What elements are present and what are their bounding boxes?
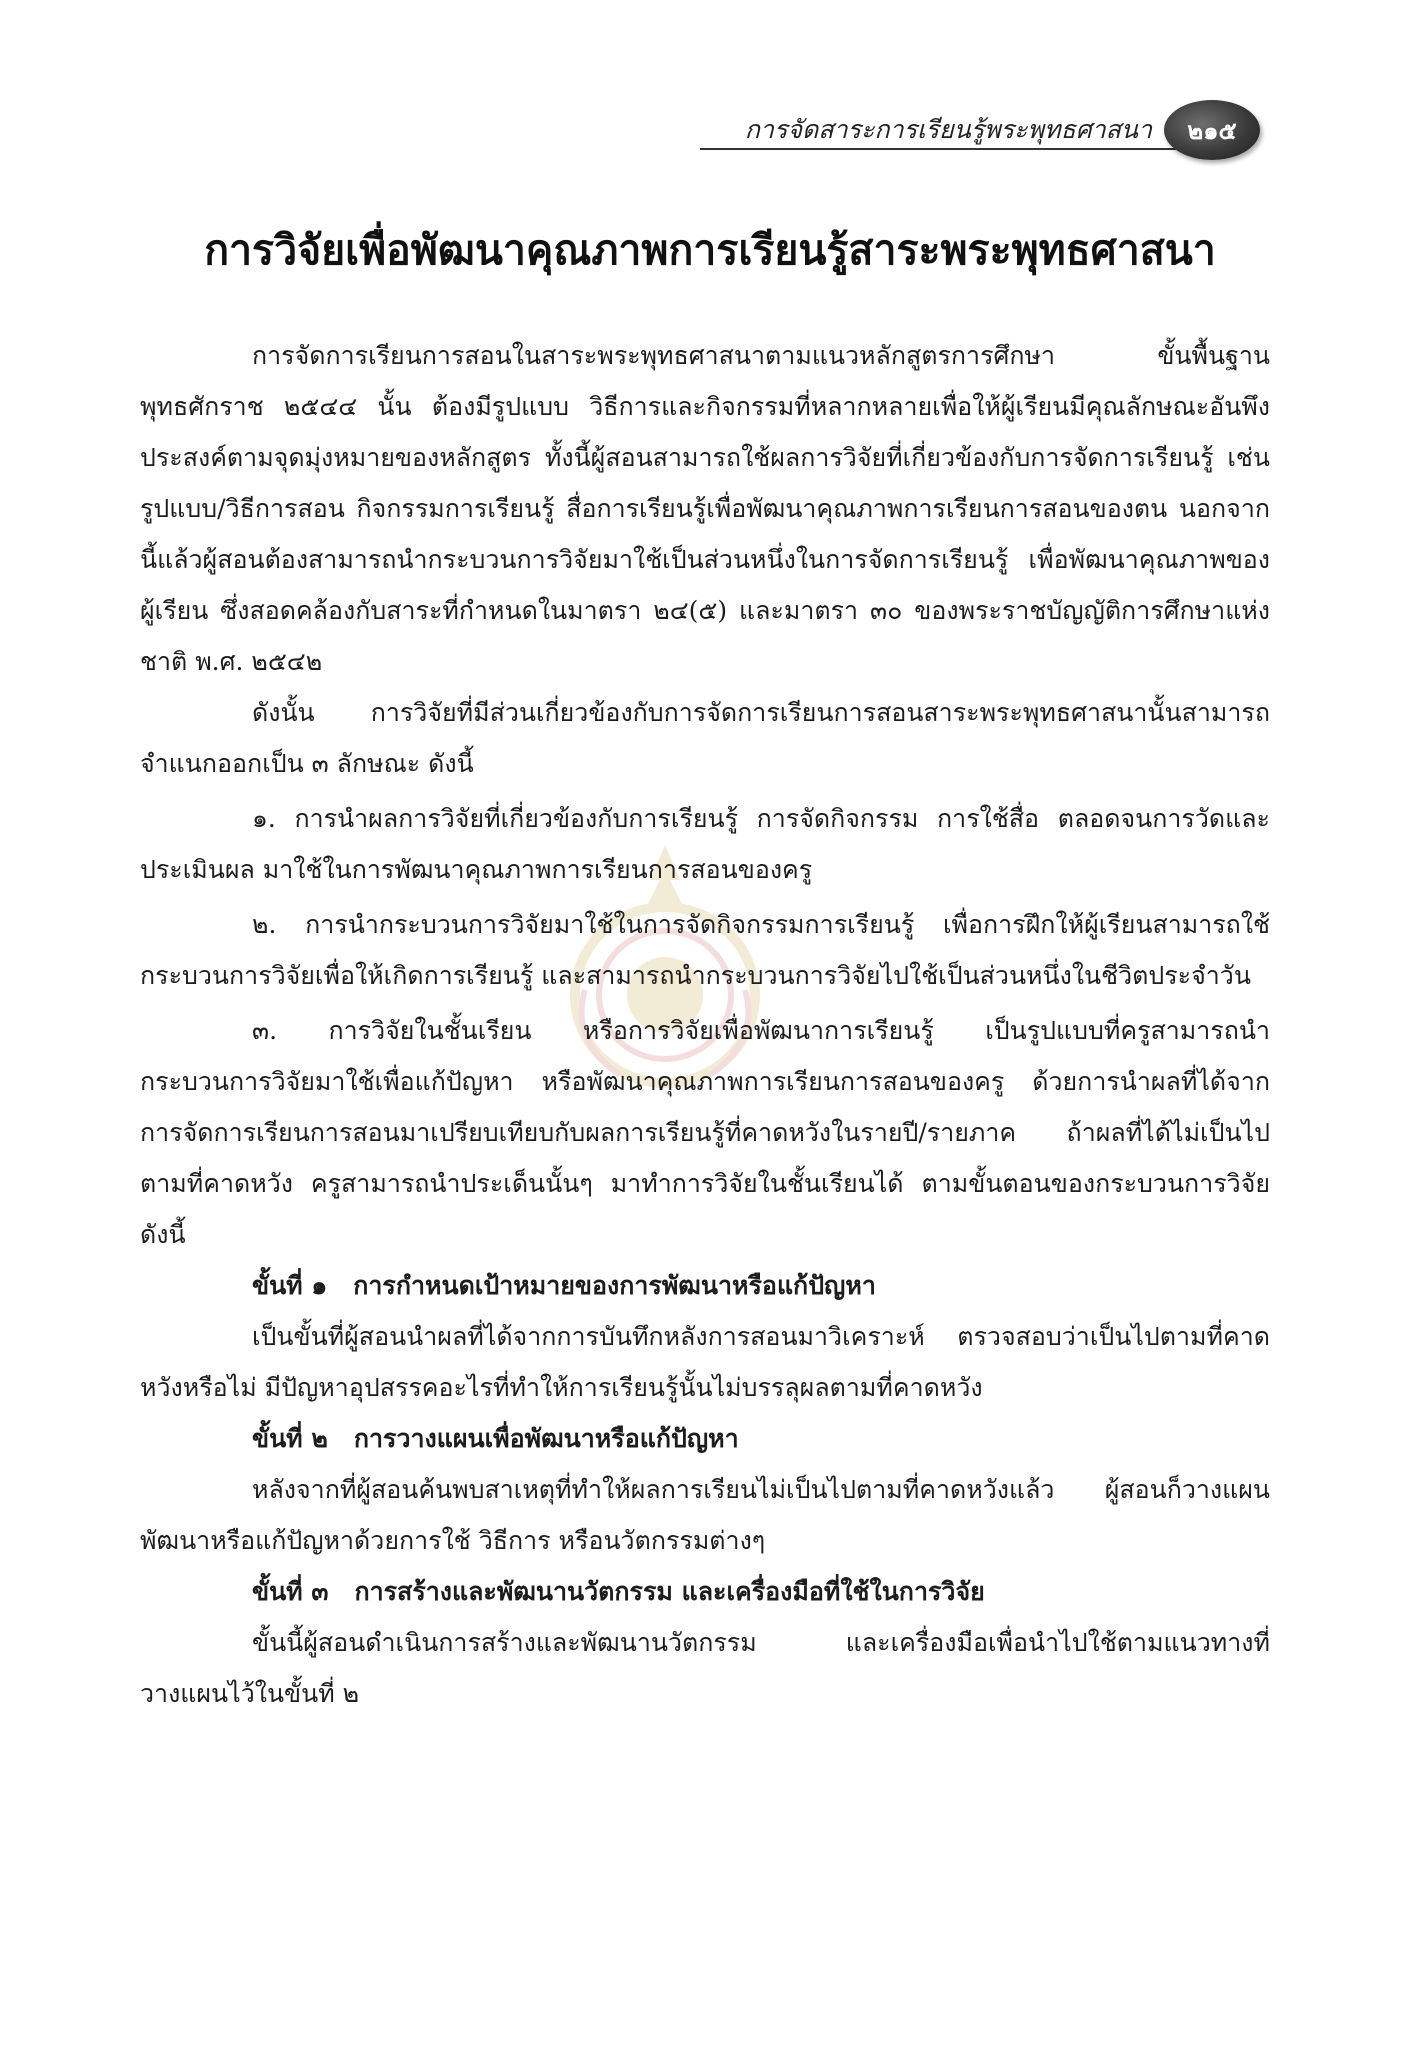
step-text: ขั้นนี้ผู้สอนดำเนินการสร้างและพัฒนานวัตกรรม และเครื่องมือเพื่อนำไปใช้ตามแนวทางที่วางแผนไว้ในขั้นที่ ๒ bbox=[140, 1628, 1270, 1708]
document-body bbox=[140, 330, 1270, 1719]
running-title: การจัดสาระการเรียนรู้พระพุทธศาสนา bbox=[744, 115, 1152, 144]
step-label: ขั้นที่ ๓ bbox=[252, 1577, 329, 1606]
step-text: เป็นขั้นที่ผู้สอนนำผลที่ได้จากการบันทึกหลังการสอนมาวิเคราะห์ ตรวจสอบว่าเป็นไปตามที่คาดหวังหรือไม่ มีปัญหาอุปสรรคอะไรที่ทำให้การเรียนรู้นั้นไม่บรรลุผลตามที่คาดหวัง bbox=[140, 1322, 1270, 1402]
page-number: ๒๑๕ bbox=[1187, 116, 1237, 145]
paragraph: ดังนั้น การวิจัยที่มีส่วนเกี่ยวข้องกับการจัดการเรียนการสอนสาระพระพุทธศาสนานั้นสามารถจำแนกออกเป็น ๓ ลักษณะ ดังนี้ bbox=[140, 698, 1270, 778]
list-item: ๒. การนำกระบวนการวิจัยมาใช้ในการจัดกิจกรรมการเรียนรู้ เพื่อการฝึกให้ผู้เรียนสามารถใช้กระบวนการวิจัยเพื่อให้เกิดการเรียนรู้ และสามารถนำกระบวนการวิจัยไปใช้เป็นส่วนหนึ่งในชีวิตประจำวัน bbox=[140, 910, 1270, 990]
page-title: การวิจัยเพื่อพัฒนาคุณภาพการเรียนรู้สาระพระพุทธศาสนา bbox=[204, 226, 1216, 274]
step-heading bbox=[140, 1566, 1270, 1617]
step-text: หลังจากที่ผู้สอนค้นพบสาเหตุที่ทำให้ผลการเรียนไม่เป็นไปตามที่คาดหวังแล้ว ผู้สอนก็วางแผนพัฒนาหรือแก้ปัญหาด้วยการใช้ วิธีการ หรือนวัตกรรมต่างๆ bbox=[140, 1475, 1270, 1555]
step-title: การวางแผนเพื่อพัฒนาหรือแก้ปัญหา bbox=[353, 1424, 739, 1453]
page-number-badge bbox=[1164, 100, 1260, 160]
running-header bbox=[700, 100, 1260, 170]
header-rule bbox=[700, 148, 1240, 150]
list-item: ๑. การนำผลการวิจัยที่เกี่ยวข้องกับการเรียนรู้ การจัดกิจกรรม การใช้สื่อ ตลอดจนการวัดและประเมินผล มาใช้ในการพัฒนาคุณภาพการเรียนการสอนของครู bbox=[140, 804, 1270, 884]
paragraph: การจัดการเรียนการสอนในสาระพระพุทธศาสนาตามแนวหลักสูตรการศึกษา ขั้นพื้นฐาน พุทธศักราช ๒๕๔๔ นั้น ต้องมีรูปแบบ วิธีการและกิจกรรมที่หลากหลายเพื่อให้ผู้เรียนมีคุณลักษณะอันพึงประสงค์ตามจุดมุ่งหมายของหลักสูตร ทั้งนี้ผู้สอนสามารถใช้ผลการวิจัยที่เกี่ยวข้องกับการจัดการเรียนรู้ เช่น รูปแบบ/วิธีการสอน กิจกรรมการเรียนรู้ สื่อการเรียนรู้เพื่อพัฒนาคุณภาพการเรียนการสอนของตน นอกจากนี้แล้วผู้สอนต้องสามารถนำกระบวนการวิจัยมาใช้เป็นส่วนหนึ่งในการจัดการเรียนรู้ เพื่อพัฒนาคุณภาพของผู้เรียน ซึ่งสอดคล้องกับสาระที่กำหนดในมาตรา ๒๔(๕) และมาตรา ๓๐ ของพระราชบัญญัติการศึกษาแห่งชาติ พ.ศ. ๒๕๔๒ bbox=[140, 341, 1270, 676]
list-item: ๓. การวิจัยในชั้นเรียน หรือการวิจัยเพื่อพัฒนาการเรียนรู้ เป็นรูปแบบที่ครูสามารถนำกระบวนการวิจัยมาใช้เพื่อแก้ปัญหา หรือพัฒนาคุณภาพการเรียนการสอนของครู ด้วยการนำผลที่ได้จากการจัดการเรียนการสอนมาเปรียบเทียบกับผลการเรียนรู้ที่คาดหวังในรายปี/รายภาค ถ้าผลที่ได้ไม่เป็นไปตามที่คาดหวัง ครูสามารถนำประเด็นนั้นๆ มาทำการวิจัยในชั้นเรียนได้ ตามขั้นตอนของกระบวนการวิจัยดังนี้ bbox=[140, 1016, 1270, 1249]
step-heading bbox=[140, 1413, 1270, 1464]
step-label: ขั้นที่ ๒ bbox=[252, 1424, 328, 1453]
step-title: การสร้างและพัฒนานวัตกรรม และเครื่องมือที่ใช้ในการวิจัย bbox=[354, 1577, 985, 1606]
step-label: ขั้นที่ ๑ bbox=[252, 1271, 328, 1300]
step-heading bbox=[140, 1260, 1270, 1311]
step-title: การกำหนดเป้าหมายของการพัฒนาหรือแก้ปัญหา bbox=[353, 1271, 876, 1300]
